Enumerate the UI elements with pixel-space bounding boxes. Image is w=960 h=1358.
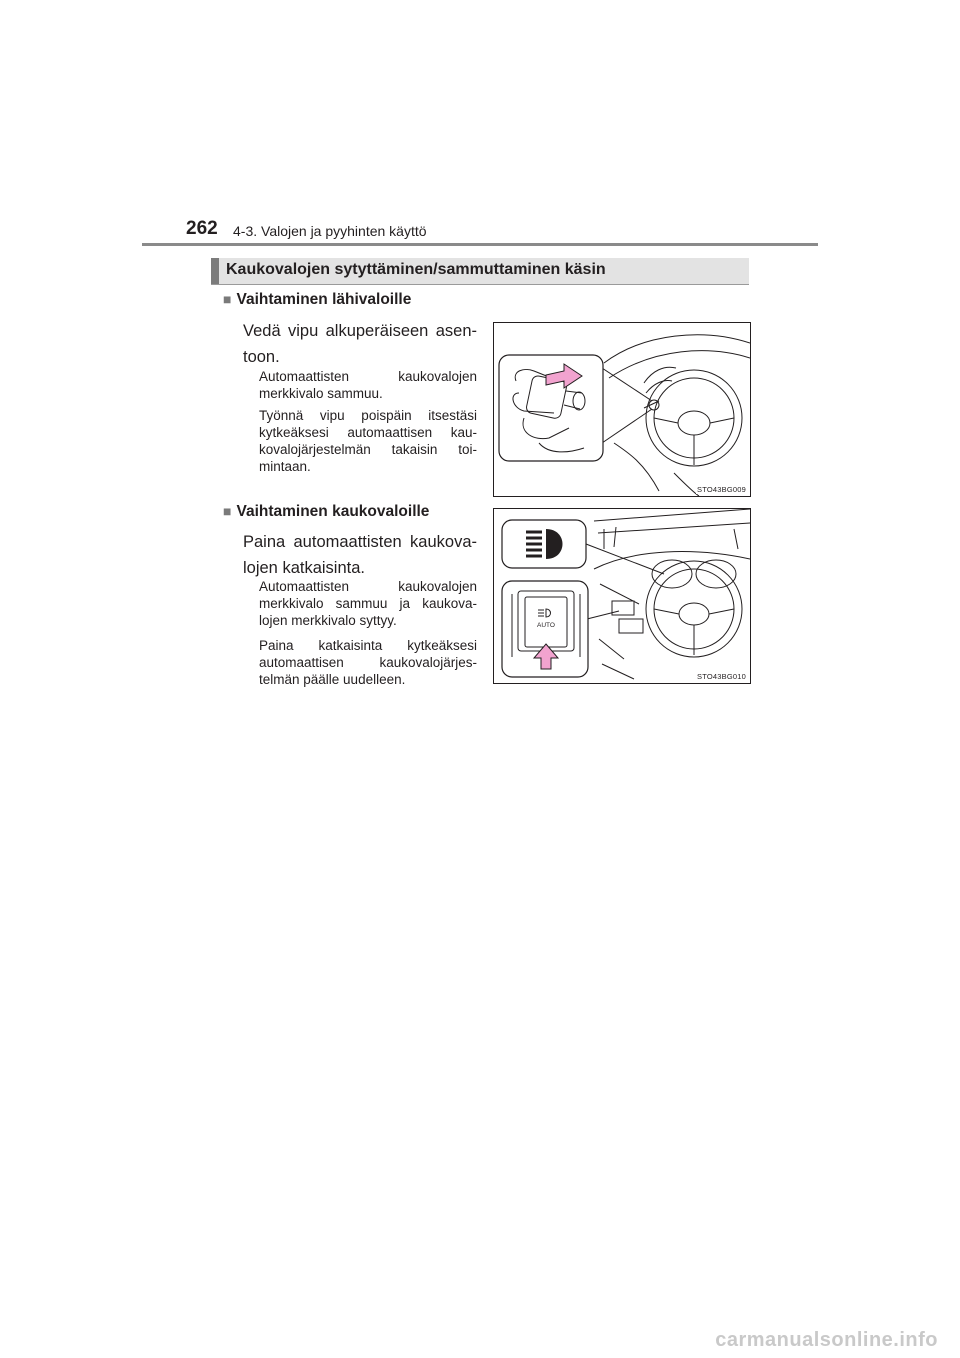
section-title: Kaukovalojen sytyttäminen/sammuttaminen käsin	[226, 261, 606, 278]
instruction-high-beam: Paina automaattisten kaukova- lojen katkaisinta.	[243, 533, 477, 577]
figure-auto-high-beam-switch	[493, 508, 751, 684]
note-low-beam-2: Työnnä vipu poispäin itsestäsi kytkeäksesi automaattisen kau- kovalojärjestelmän takaisin toi- mintaan.	[259, 408, 477, 474]
dashboard-illustration	[494, 509, 750, 683]
dashboard-icon	[594, 509, 750, 679]
section-reference: 4-3. Valojen ja pyyhinten käyttö	[233, 223, 427, 239]
subsection-heading-high-beam	[223, 503, 429, 521]
square-bullet-icon: ■	[223, 503, 232, 519]
figure-code: STO43BG010	[697, 672, 746, 681]
header-rule	[142, 243, 818, 246]
auto-switch-label: AUTO	[537, 622, 555, 629]
instruction-low-beam: Vedä vipu alkuperäiseen asen- toon.	[243, 322, 477, 366]
note-high-beam-1: Automaattisten kaukovalojen merkkivalo sammuu ja kaukova- lojen merkkivalo syttyy.	[259, 579, 477, 628]
subsection-heading-text: Vaihtaminen lähivaloille	[236, 291, 412, 308]
auto-high-beam-switch-icon	[525, 597, 567, 647]
subsection-heading-low-beam	[223, 291, 411, 309]
figure-lever-pull	[493, 322, 751, 497]
square-bullet-icon: ■	[223, 291, 232, 307]
subsection-heading-text: Vaihtaminen kaukovaloille	[236, 503, 430, 520]
figure-code: STO43BG009	[697, 485, 746, 494]
section-heading-accent	[211, 258, 219, 284]
page-number: 262	[186, 218, 218, 239]
watermark: carmanualsonline.info	[715, 1329, 938, 1351]
section-heading-bar	[211, 258, 749, 284]
note-low-beam-1: Automaattisten kaukovalojen merkkivalo sammuu.	[259, 369, 477, 401]
note-high-beam-2: Paina katkaisinta kytkeäksesi automaattisen kaukovalojärjes- telmän päälle uudelleen.	[259, 638, 477, 687]
lever-illustration	[494, 323, 750, 496]
section-underline	[211, 284, 749, 285]
